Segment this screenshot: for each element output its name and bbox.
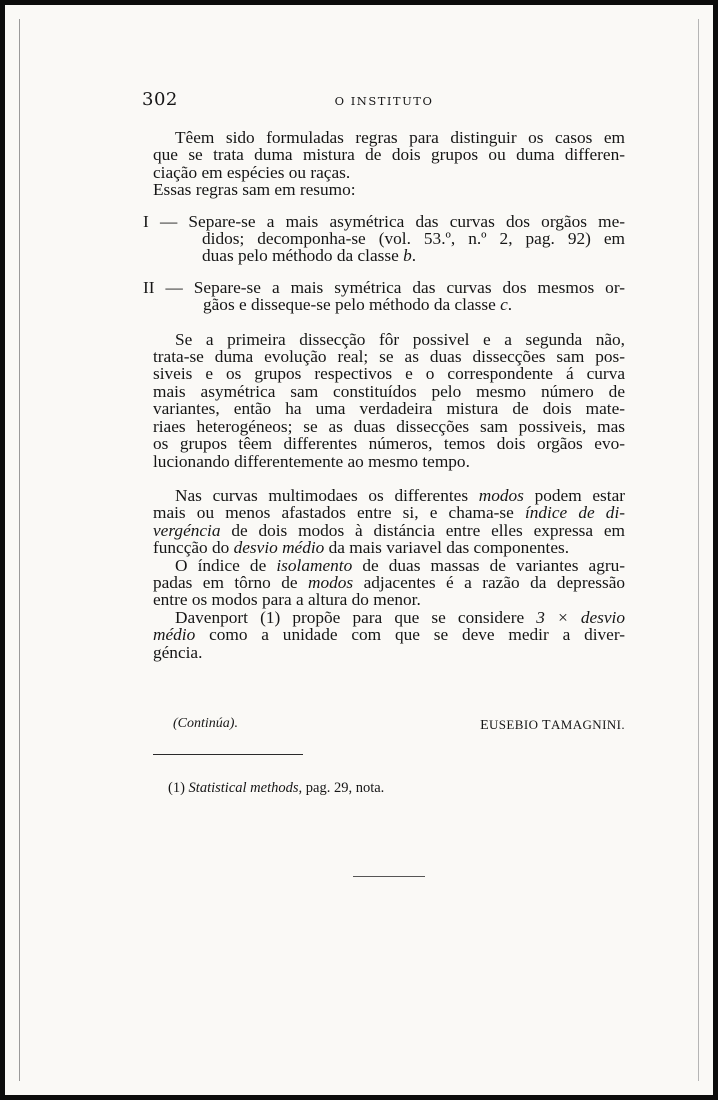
- paragraph-4: [153, 557, 625, 609]
- paragraph-1: [153, 129, 625, 199]
- text-line: géncia.: [153, 642, 203, 662]
- rule-1-line-3: duas pelo méthodo da classe b.: [202, 246, 417, 266]
- text-line: Essas regras sam em resumo:: [153, 180, 356, 200]
- running-title: O INSTITUTO: [334, 94, 434, 108]
- text-line: vergéncia de dois modos à distáncia entre elles expressa em: [153, 520, 625, 540]
- rule-2-line-2: gãos e disseque-se pelo méthodo da classe c.: [203, 295, 513, 315]
- text-line: riaes heterogéneos; se as duas dissecções sam possiveis, mas: [153, 416, 625, 436]
- footnote-divider: [153, 754, 303, 755]
- body-text: [143, 128, 626, 662]
- footnote-marker: (1): [168, 780, 185, 796]
- rule-1-lead: I — Separe-se a mais asymétrica das curvas dos orgãos me-: [143, 211, 625, 231]
- rule-2: [143, 279, 625, 314]
- rule-1: [143, 213, 625, 265]
- page-number: 302: [142, 89, 178, 110]
- footnote-title: Statistical methods,: [188, 780, 303, 796]
- footnote: [168, 780, 384, 797]
- text-line: entre os modos para a altura do menor.: [153, 590, 421, 610]
- paragraph-5: [153, 609, 625, 661]
- text-line: funcção do desvio médio da mais variavel das componentes.: [153, 538, 570, 558]
- text-line: lucionando differentemente ao mesmo tempo.: [153, 451, 470, 471]
- text-line: O índice de isolamento de duas massas de variantes agru-: [175, 555, 626, 575]
- text-line: padas em tôrno de modos adjacentes é a razão da depressão: [153, 572, 625, 592]
- text-line: os grupos têem differentes números, temos dois orgãos evo-: [153, 434, 625, 454]
- rule-1-line-2: didos; decomponha-se (vol. 53.º, n.º 2, pag. 92) em: [202, 229, 625, 249]
- text-line: Nas curvas multimodaes os differentes modos podem estar: [175, 485, 626, 505]
- paragraph-2: [153, 331, 625, 470]
- end-divider: [353, 876, 425, 877]
- text-line: siveis e os grupos respectivos e o correspondente á curva: [153, 364, 625, 384]
- text-line: médio como a unidade com que se deve medir a diver-: [153, 625, 625, 645]
- author-signature: EUSEBIO TAMAGNINI.: [480, 717, 625, 733]
- continued-note: (Continúa).: [173, 716, 238, 731]
- text-line: Se a primeira dissecção fôr possivel e a segunda não,: [175, 329, 625, 349]
- text-line: trata-se duma evolução real; se as duas dissecções sam pos-: [153, 347, 625, 367]
- text-line: Davenport (1) propõe para que se considere 3 × desvio: [175, 607, 625, 627]
- text-line: variantes, então ha uma verdadeira mistura de dois mate-: [153, 399, 625, 419]
- text-line: mais ou menos afastados entre si, e chama-se índice de di-: [153, 503, 625, 523]
- text-line: Têem sido formuladas regras para distinguir os casos em: [175, 128, 625, 147]
- text-line: mais asymétrica sam constituídos pelo mesmo número de: [153, 381, 625, 401]
- text-line: que se trata duma mistura de dois grupos ou duma differen-: [153, 145, 625, 165]
- rule-2-lead: II — Separe-se a mais symétrica das curvas dos mesmos or-: [143, 277, 625, 297]
- page-header: [142, 89, 626, 113]
- paragraph-3: [153, 487, 625, 557]
- text-line: ciação em espécies ou raças.: [153, 162, 351, 182]
- footnote-text: pag. 29, nota.: [302, 780, 385, 796]
